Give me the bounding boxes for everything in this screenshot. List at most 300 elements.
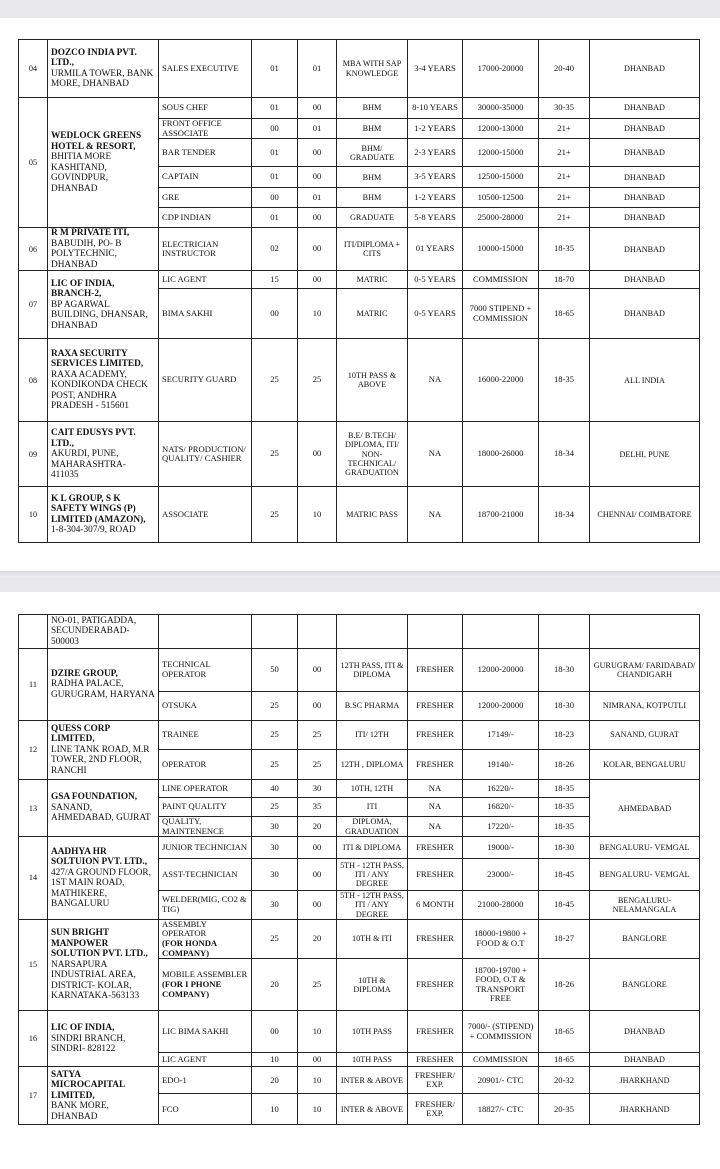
qualification: MBA WITH SAP KNOWLEDGE [337,40,408,98]
salary: 18700-19700 + FOOD, O.T & TRANSPORT FREE [463,959,539,1011]
age-limit: 21+ [539,119,590,139]
age-limit: 21+ [539,139,590,167]
company-cell [48,1067,159,1125]
experience: 3-4 YEARS [408,40,463,98]
post-label: GRE [162,191,180,202]
salary: 16000-22000 [463,339,539,422]
age-limit: 18-35 [539,798,590,817]
post-name [159,750,252,780]
male-vacancy: 25 [252,422,298,487]
company-cell [48,649,159,721]
male-vacancy [252,615,298,649]
qualification: BHM [337,167,408,188]
company-address: NARSAPURA INDUSTRIAL AREA, DISTRICT- KOLAR, KARNATAKA-563133 [51,959,140,1002]
male-vacancy: 10 [252,1094,298,1125]
post-name [159,959,252,1011]
experience: FRESHER [408,919,463,959]
post-name [159,271,252,289]
age-limit: 18-65 [539,1053,590,1067]
post-label: FCO [162,1103,179,1114]
job-location: NIMRANA, KOTPUTLI [590,692,700,721]
salary: 25000-28000 [463,208,539,228]
salary: 30000-35000 [463,98,539,119]
serial-number: 09 [19,422,48,487]
qualification: B.SC PHARMA [337,692,408,721]
age-limit: 18-27 [539,919,590,959]
table-row [19,422,700,487]
post-label: BAR TENDER [162,146,216,157]
male-vacancy: 00 [252,119,298,139]
document-page-2 [0,592,720,1169]
post-name [159,649,252,692]
company-name: DZIRE GROUP, [51,668,118,679]
male-vacancy: 15 [252,271,298,289]
experience: FRESHER/ EXP. [408,1094,463,1125]
age-limit: 21+ [539,208,590,228]
company-name: DOZCO INDIA PVT. LTD., [51,47,137,68]
company-cell [48,1011,159,1067]
company-cell [48,422,159,487]
document-page-1 [0,18,720,571]
female-vacancy: 01 [298,40,337,98]
job-location: BENGALURU- VEMGAL [590,837,700,859]
experience: 3-5 YEARS [408,167,463,188]
serial-number: 05 [19,98,48,228]
table-row [19,721,700,750]
age-limit: 18-23 [539,721,590,750]
age-limit: 18-35 [539,817,590,837]
experience: NA [408,798,463,817]
job-location: DHANBAD [590,139,700,167]
male-vacancy: 30 [252,859,298,891]
post-name [159,40,252,98]
job-location: DHANBAD [590,289,700,339]
job-location: CHENNAI/ COIMBATORE [590,487,700,543]
female-vacancy: 10 [298,1011,337,1053]
experience: FRESHER [408,649,463,692]
post-company-note: (FOR I PHONE COMPANY) [162,979,222,999]
post-name [159,487,252,543]
company-cell [48,837,159,920]
job-location: BANGLORE [590,919,700,959]
post-label: ASST-TECHNICIAN [162,868,238,879]
male-vacancy: 25 [252,339,298,422]
company-address: BP AGARWAL BUILDING, DHANSAR, DHANBAD [51,299,148,331]
post-company-note: (FOR HONDA COMPANY) [162,938,217,958]
job-location: DELHI, PUNE [590,422,700,487]
serial-number: 14 [19,837,48,920]
job-location: JHARKHAND [590,1094,700,1125]
post-label: ELECTRICIAN INSTRUCTOR [162,238,219,259]
company-cell [48,271,159,339]
company-address: NO-01, PATIGADDA, SECUNDERABAD- 500003 [51,615,137,647]
salary: 19140/- [463,750,539,780]
qualification: BHM [337,98,408,119]
female-vacancy: 10 [298,289,337,339]
serial-number: 06 [19,228,48,271]
table-row [19,40,700,98]
job-location: DHANBAD [590,188,700,208]
male-vacancy: 01 [252,98,298,119]
post-name [159,1053,252,1067]
experience: FRESHER/ EXP. [408,1067,463,1094]
company-name: K L GROUP, S K SAFETY WINGS (P) LIMITED (AMAZON), [51,493,146,525]
serial-number [19,615,48,649]
male-vacancy: 00 [252,1011,298,1053]
female-vacancy: 00 [298,692,337,721]
age-limit: 21+ [539,167,590,188]
qualification: GRADUATE [337,208,408,228]
table-row [19,98,700,119]
male-vacancy: 00 [252,188,298,208]
age-limit: 20-40 [539,40,590,98]
post-label: PAINT QUALITY [162,801,227,812]
male-vacancy: 25 [252,721,298,750]
job-location: DHANBAD [590,167,700,188]
company-name: RAXA SECURITY SERVICES LIMITED, [51,348,144,370]
job-location: DHANBAD [590,1053,700,1067]
qualification: 12TH , DIPLOMA [337,750,408,780]
company-address: SANAND, AHMEDABAD, GUJRAT [51,802,151,824]
male-vacancy: 50 [252,649,298,692]
male-vacancy: 20 [252,959,298,1011]
company-name: WEDLOCK GREENS HOTEL & RESORT, [51,131,142,152]
company-address: 1-8-304-307/9, ROAD [51,525,136,536]
qualification: 10TH PASS & ABOVE [337,339,408,422]
job-location: GURUGRAM/ FARIDABAD/ CHANDIGARH [590,649,700,692]
age-limit: 18-35 [539,339,590,422]
male-vacancy: 25 [252,487,298,543]
salary: 10000-15000 [463,228,539,271]
female-vacancy: 00 [298,891,337,920]
jobs-table-page-2 [18,614,700,1125]
qualification: 5TH - 12TH PASS, ITI / ANY DEGREE [337,859,408,891]
salary: 18827/- CTC [463,1094,539,1125]
experience: FRESHER [408,721,463,750]
salary: 17000-20000 [463,40,539,98]
salary: 12000-15000 [463,139,539,167]
experience: 0-5 YEARS [408,289,463,339]
experience: 1-2 YEARS [408,188,463,208]
male-vacancy: 25 [252,798,298,817]
female-vacancy: 30 [298,780,337,798]
post-name [159,919,252,959]
post-label: TECHNICAL OPERATOR [162,659,211,679]
table-row [19,339,700,422]
experience: NA [408,339,463,422]
female-vacancy: 20 [298,817,337,837]
female-vacancy: 00 [298,139,337,167]
serial-number: 12 [19,721,48,780]
salary [463,615,539,649]
job-location: JHARKHAND [590,1067,700,1094]
salary: COMMISSION [463,1053,539,1067]
post-name [159,339,252,422]
female-vacancy: 00 [298,649,337,692]
page-gap [0,571,720,577]
male-vacancy: 30 [252,837,298,859]
salary: 12000-13000 [463,119,539,139]
post-label: QUALITY, MAINTENENCE [162,816,225,836]
jobs-table-page-1 [18,39,700,543]
salary: 12000-20000 [463,649,539,692]
company-address: SINDRI BRANCH, SINDRI- 828122 [51,1033,126,1055]
post-name [159,228,252,271]
female-vacancy: 00 [298,208,337,228]
post-label: OPERATOR [162,758,207,769]
company-address: BANK MORE, DHANBAD [51,1101,109,1122]
experience: NA [408,422,463,487]
job-location: DHANBAD [590,119,700,139]
company-name: SUN BRIGHT MANPOWER SOLUTION PVT. LTD., [51,928,148,960]
post-label: ASSOCIATE [162,508,209,519]
table-row [19,649,700,692]
salary: 18000-19800 + FOOD & O.T [463,919,539,959]
qualification: ITI/ 12TH [337,721,408,750]
company-cell [48,228,159,271]
company-cell [48,487,159,543]
company-address: BHITIA MORE KASHITAND, GOVINDPUR, DHANBAD [51,152,112,194]
salary: 17149/- [463,721,539,750]
company-address: RAXA ACADEMY, KONDIKONDA CHECK POST, ANDHRA PRADESH - 515601 [51,369,148,412]
company-address: URMILA TOWER, BANK MORE, DHANBAD [51,68,154,89]
male-vacancy: 10 [252,1053,298,1067]
post-name [159,1094,252,1125]
female-vacancy: 00 [298,1053,337,1067]
job-location: DHANBAD [590,1011,700,1053]
post-label: ASSEMBLY OPERATOR [162,919,207,939]
age-limit: 18-30 [539,692,590,721]
age-limit: 18-70 [539,271,590,289]
female-vacancy: 25 [298,721,337,750]
female-vacancy: 20 [298,919,337,959]
female-vacancy: 35 [298,798,337,817]
experience: FRESHER [408,1053,463,1067]
experience: NA [408,817,463,837]
age-limit: 18-65 [539,289,590,339]
post-name [159,139,252,167]
company-cell [48,780,159,837]
qualification: 10TH & ITI [337,919,408,959]
experience: 8-10 YEARS [408,98,463,119]
qualification: 10TH PASS [337,1011,408,1053]
qualification: 10TH & DIPLOMA [337,959,408,1011]
company-name: QUESS CORP LIMITED, [51,723,110,745]
qualification: ITI & DIPLOMA [337,837,408,859]
post-label: SOUS CHEF [162,102,209,113]
experience [408,615,463,649]
qualification: ITI/DIPLOMA + CITS [337,228,408,271]
table-row [19,228,700,271]
male-vacancy: 01 [252,40,298,98]
post-label: LINE OPERATOR [162,782,228,793]
post-label: LIC AGENT [162,273,207,284]
male-vacancy: 01 [252,139,298,167]
experience: FRESHER [408,837,463,859]
salary: 23000/- [463,859,539,891]
company-address: 427/A GROUND FLOOR, 1ST MAIN ROAD, MATHIKERE, BANGALURU [51,867,151,910]
post-name [159,1011,252,1053]
qualification: MATRIC [337,271,408,289]
qualification: MATRIC [337,289,408,339]
experience: 0-5 YEARS [408,271,463,289]
salary: 7000/- (STIPEND) + COMMISSION [463,1011,539,1053]
age-limit: 18-30 [539,649,590,692]
company-cell [48,98,159,228]
female-vacancy: 25 [298,339,337,422]
male-vacancy: 30 [252,817,298,837]
male-vacancy: 02 [252,228,298,271]
post-label: EDO-1 [162,1074,187,1085]
company-cell [48,919,159,1011]
experience: NA [408,487,463,543]
experience: 6 MONTH [408,891,463,920]
salary: COMMISSION [463,271,539,289]
table-row [19,1011,700,1053]
salary: 12000-20000 [463,692,539,721]
table-row [19,780,700,798]
qualification: 5TH - 12TH PASS, ITI / ANY DEGREE [337,891,408,920]
job-location: ALL INDIA [590,339,700,422]
male-vacancy: 01 [252,208,298,228]
job-location: BENGALURU- NELAMANGALA [590,891,700,920]
job-location: BANGLORE [590,959,700,1011]
post-name [159,208,252,228]
female-vacancy: 01 [298,188,337,208]
age-limit: 18-45 [539,859,590,891]
post-name [159,721,252,750]
qualification: INTER & ABOVE [337,1067,408,1094]
job-location: AHMEDABAD [590,780,700,837]
post-label: BIMA SAKHI [162,307,213,318]
job-location: SANAND, GUJRAT [590,721,700,750]
job-location [590,615,700,649]
experience: FRESHER [408,859,463,891]
serial-number: 16 [19,1011,48,1067]
salary: 10500-12500 [463,188,539,208]
job-location: KOLAR, BENGALURU [590,750,700,780]
company-cell [48,339,159,422]
female-vacancy: 00 [298,422,337,487]
company-name: R M PRIVATE ITI, [51,228,130,239]
experience: FRESHER [408,750,463,780]
job-location: DHANBAD [590,208,700,228]
experience: FRESHER [408,1011,463,1053]
female-vacancy: 00 [298,228,337,271]
post-label: FRONT OFFICE ASSOCIATE [162,118,222,138]
salary: 21000-28000 [463,891,539,920]
post-name [159,188,252,208]
age-limit: 30-35 [539,98,590,119]
post-label: SECURITY GUARD [162,374,237,385]
qualification: BHM [337,119,408,139]
salary: 16220/- [463,780,539,798]
male-vacancy: 20 [252,1067,298,1094]
qualification: DIPLOMA, GRADUATION [337,817,408,837]
female-vacancy: 25 [298,959,337,1011]
salary: 7000 STIPEND + COMMISSION [463,289,539,339]
salary: 19000/- [463,837,539,859]
female-vacancy: 10 [298,1094,337,1125]
post-label: CDP INDIAN [162,211,212,222]
post-name [159,615,252,649]
table-row [19,1067,700,1094]
post-name [159,167,252,188]
post-label: WELDER(MIG, CO2 & TIG) [162,894,247,915]
company-name: LIC OF INDIA, [51,1023,115,1034]
male-vacancy: 30 [252,891,298,920]
company-cell [48,40,159,98]
female-vacancy: 00 [298,271,337,289]
post-label: NATS/ PRODUCTION/ QUALITY/ CASHIER [162,443,246,464]
post-label: CAPTAIN [162,171,199,182]
company-address: RADHA PALACE, GURUGRAM, HARYANA [51,679,155,700]
male-vacancy: 00 [252,289,298,339]
post-name [159,1067,252,1094]
salary: 18000-26000 [463,422,539,487]
experience: FRESHER [408,692,463,721]
post-name [159,780,252,798]
post-label: LIC AGENT [162,1054,207,1064]
salary: 17220/- [463,817,539,837]
age-limit: 18-26 [539,750,590,780]
serial-number: 04 [19,40,48,98]
female-vacancy: 00 [298,167,337,188]
post-name [159,119,252,139]
serial-number: 11 [19,649,48,721]
experience: 1-2 YEARS [408,119,463,139]
serial-number: 15 [19,919,48,1011]
table-row [19,919,700,959]
company-name: LIC OF INDIA, BRANCH-2, [51,278,115,299]
post-label: SALES EXECUTIVE [162,62,239,73]
salary: 18700-21000 [463,487,539,543]
post-name [159,289,252,339]
salary: 12500-15000 [463,167,539,188]
company-name: GSA FOUNDATION, [51,792,138,803]
female-vacancy: 10 [298,487,337,543]
serial-number: 13 [19,780,48,837]
company-name: CAIT EDUSYS PVT. LTD., [51,428,136,449]
post-label: OTSUKA [162,700,197,711]
company-cell [48,721,159,780]
company-name: AADHYA HR SOLTUION PVT. LTD., [51,846,148,868]
job-location: BENGALURU- VEMGAL [590,859,700,891]
post-label: LIC BIMA SAKHI [162,1026,229,1036]
post-label: MOBILE ASSEMBLER [162,969,248,980]
male-vacancy: 40 [252,780,298,798]
age-limit: 21+ [539,188,590,208]
serial-number: 17 [19,1067,48,1125]
female-vacancy: 01 [298,119,337,139]
table-row [19,271,700,289]
age-limit [539,615,590,649]
serial-number: 10 [19,487,48,543]
post-label: TRAINEE [162,729,199,740]
serial-number: 07 [19,271,48,339]
female-vacancy: 00 [298,837,337,859]
age-limit: 18-26 [539,959,590,1011]
male-vacancy: 25 [252,692,298,721]
age-limit: 18-30 [539,837,590,859]
age-limit: 18-35 [539,228,590,271]
experience: 01 YEARS [408,228,463,271]
post-name [159,891,252,920]
age-limit: 18-65 [539,1011,590,1053]
serial-number: 08 [19,339,48,422]
age-limit: 18-35 [539,780,590,798]
qualification: ITI [337,798,408,817]
